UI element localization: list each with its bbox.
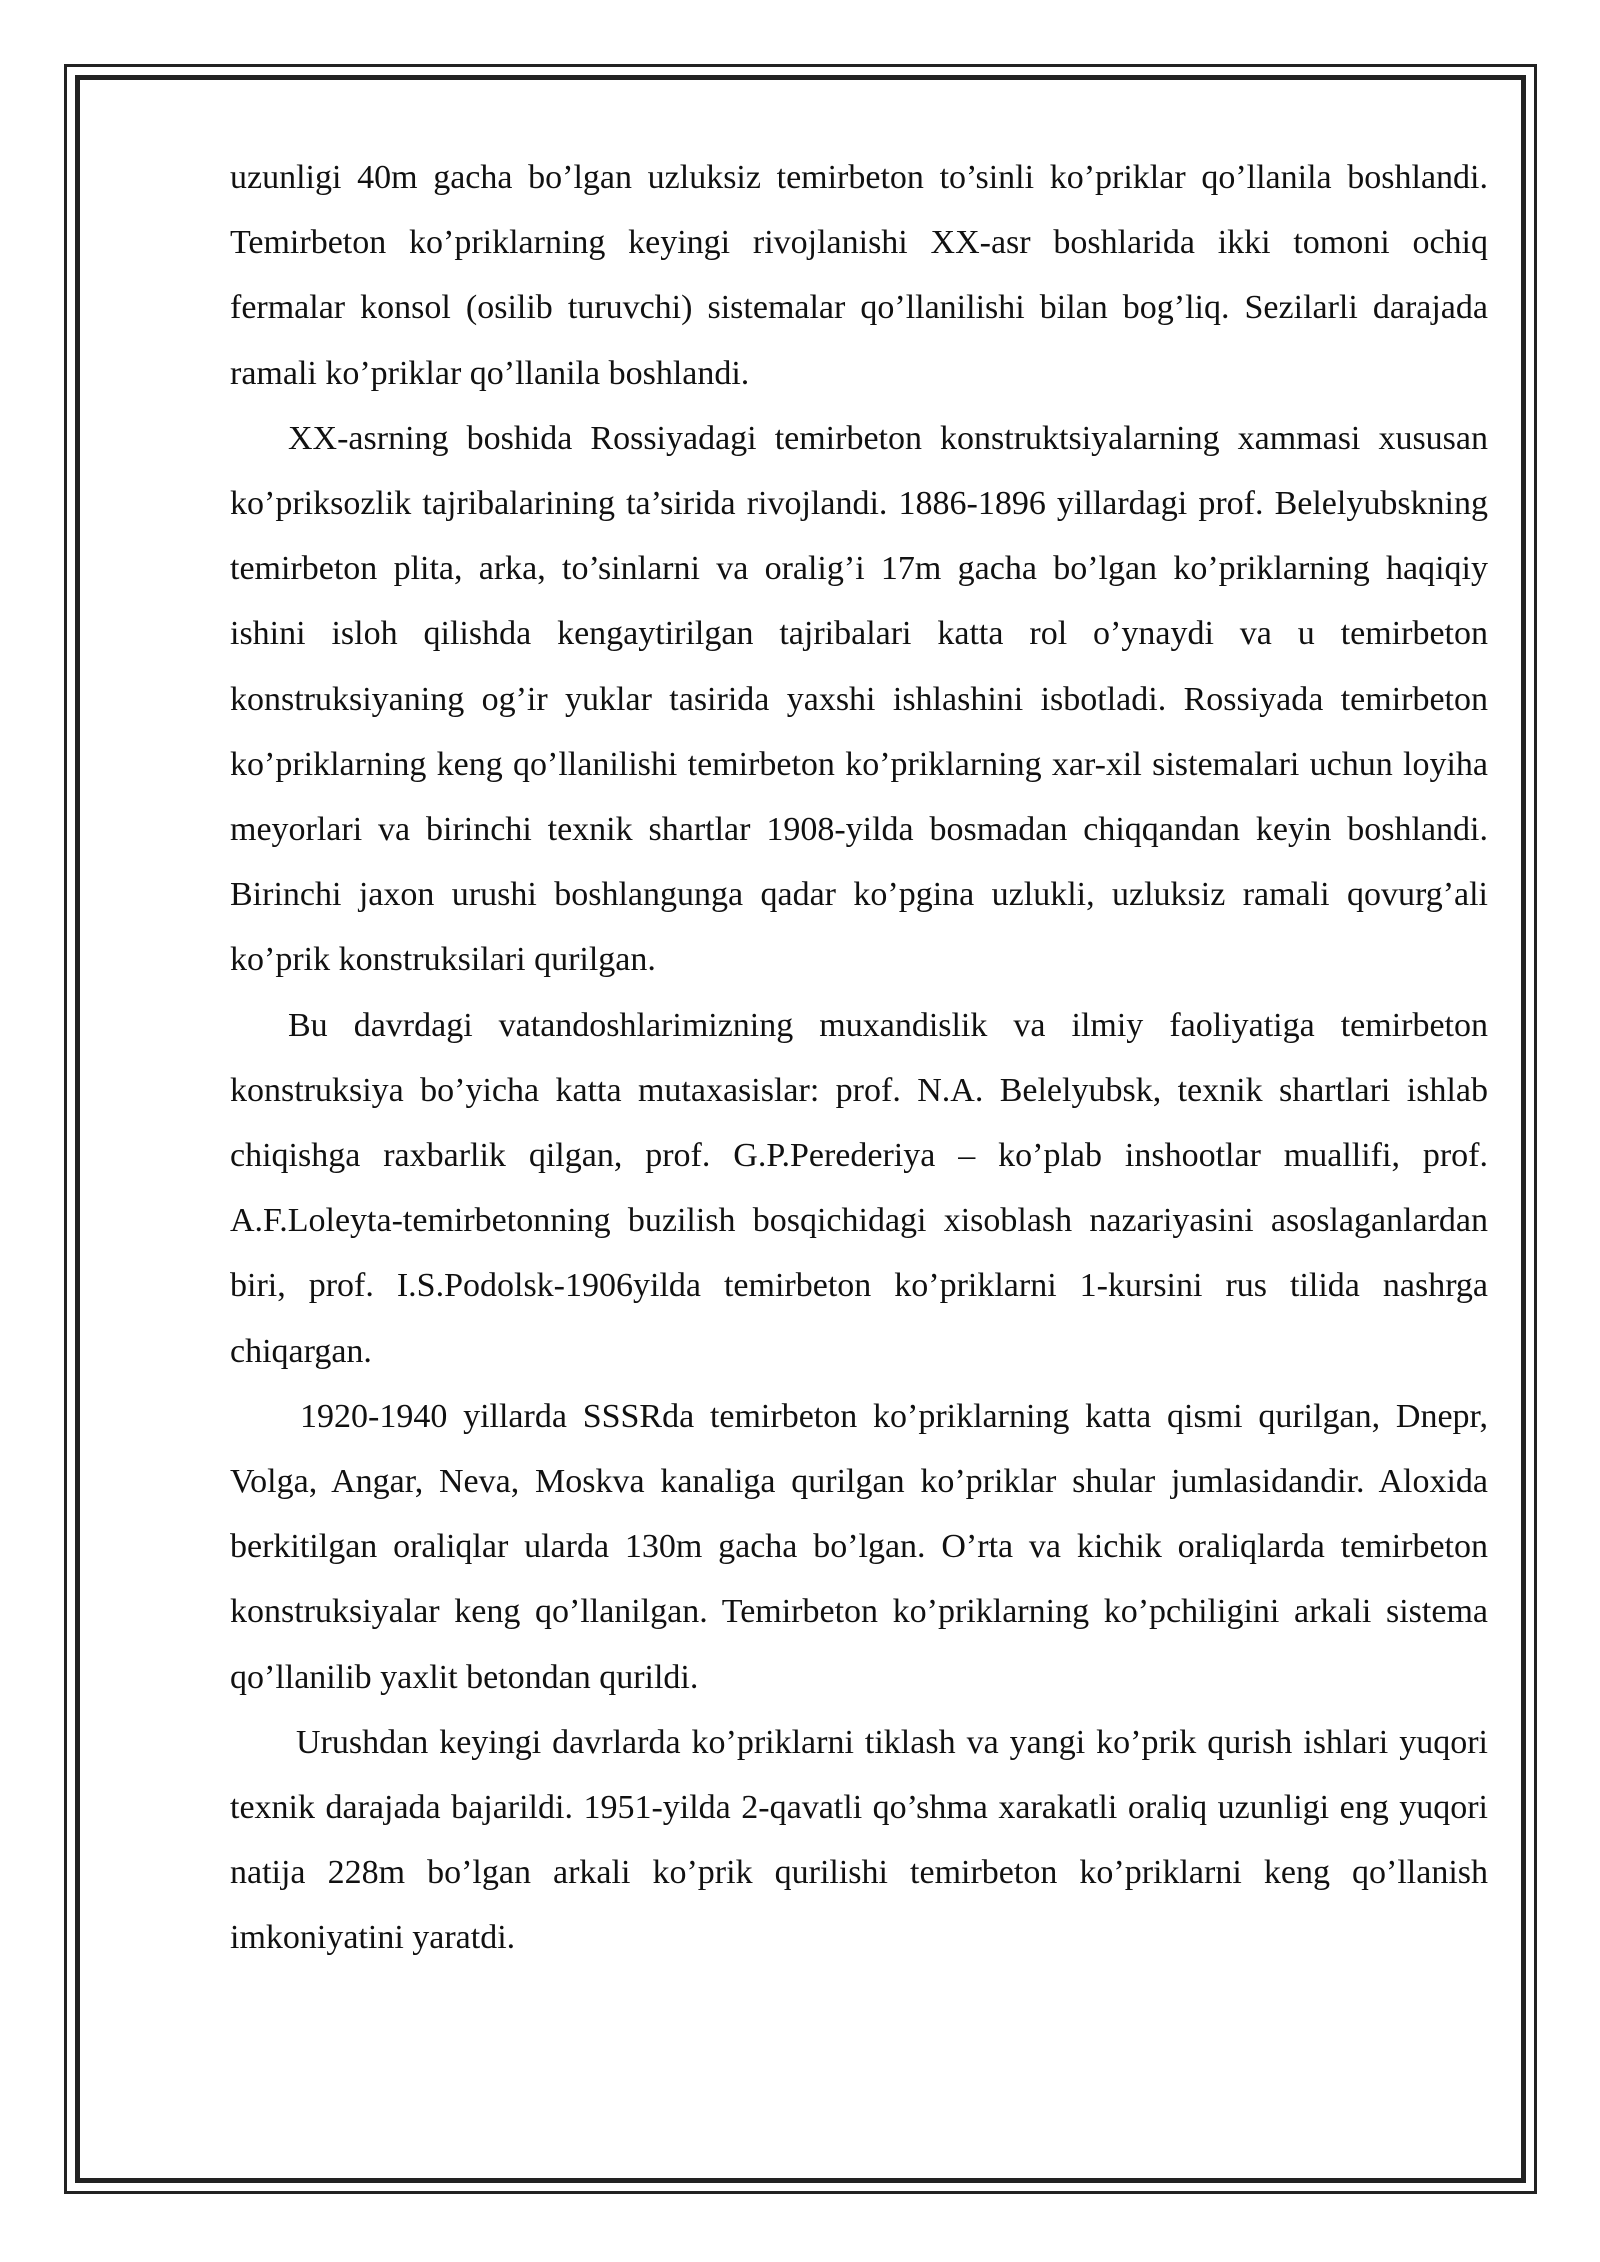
paragraph-4: 1920-1940 yillarda SSSRda temirbeton ko’priklarning katta qismi qurilgan, Dnepr, Volga, Angar, Neva, Moskva kanaliga qurilgan ko’priklar shular jumlasidandir. Aloxida berkitilgan oraliqlar ularda 130m gacha bo’lgan. O’rta va kichik oraliqlarda temirbeton konstruksiyalar keng qo’llanilgan. Temirbeton ko’priklarning ko’pchiligini arkali sistema qo’llanilib yaxlit betondan qurildi. bbox=[230, 1397, 1488, 1696]
paragraph-2: XX-asrning boshida Rossiyadagi temirbeton konstruktsiyalarning xammasi xususan ko’priksozlik tajribalarining ta’sirida rivojlandi. 1886-1896 yillardagi prof. Belelyubskning temirbeton plita, arka, to’sinlarni va oralig’i 17m gacha bo’lgan ko’priklarning haqiqiy ishini isloh qilishda kengaytirilgan tajribalari katta rol o’ynaydi va u temirbeton konstruksiyaning og’ir yuklar tasirida yaxshi ishlashini isbotladi. Rossiyada temirbeton ko’priklarning keng qo’llanilishi temirbeton ko’priklarning xar-xil sistemalari uchun loyiha meyorlari va birinchi texnik shartlar 1908-yilda bosmadan chiqqandan keyin boshlandi. Birinchi jaxon urushi boshlangunga qadar ko’pgina uzlukli, uzluksiz ramali qovurg’ali ko’prik konstruksilari qurilgan. bbox=[230, 419, 1488, 979]
paragraph-1: uzunligi 40m gacha bo’lgan uzluksiz temirbeton to’sinli ko’priklar qo’llanila boshlandi. Temirbeton ko’priklarning keyingi rivojlanishi XX-asr boshlarida ikki tomoni ochiq fermalar konsol (osilib turuvchi) sistemalar qo’llanilishi bilan bog’liq. Sezilarli darajada ramali ko’priklar qo’llanila boshlandi. bbox=[230, 159, 1488, 392]
paragraph-5: Urushdan keyingi davrlarda ko’priklarni tiklash va yangi ko’prik qurish ishlari yuqori texnik darajada bajarildi. 1951-yilda 2-qavatli qo’shma xarakatli oraliq uzunligi eng yuqori natija 228m bo’lgan arkali ko’prik qurilishi temirbeton ko’priklarni keng qo’llanish imkoniyatini yaratdi. bbox=[230, 1723, 1488, 1957]
document-body bbox=[230, 145, 1488, 1971]
paragraph-3: Bu davrdagi vatandoshlarimizning muxandislik va ilmiy faoliyatiga temirbeton konstruksiya bo’yicha katta mutaxasislar: prof. N.A. Belelyubsk, texnik shartlari ishlab chiqishga raxbarlik qilgan, prof. G.P.Perederiya – ko’plab inshootlar muallifi, prof. A.F.Loleyta-temirbetonning buzilish bosqichidagi xisoblash nazariyasini asoslaganlardan biri, prof. I.S.Podolsk-1906yilda temirbeton ko’priklarni 1-kursini rus tilida nashrga chiqargan. bbox=[230, 1006, 1488, 1370]
